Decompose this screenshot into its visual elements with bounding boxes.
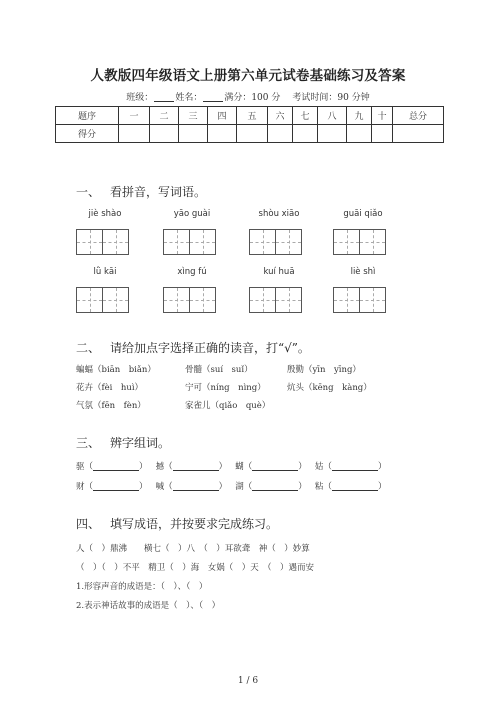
writing-grid[interactable] [333,229,385,255]
score-header-cell: 十 [372,107,393,125]
pinyin-label: liè shì [350,267,376,277]
pronunciation-item[interactable]: 气氛（fēn fèn） [76,401,146,411]
score-header-cell: 一 [119,107,150,125]
pinyin-label: yāo guài [173,209,211,219]
grid-cell[interactable] [333,287,360,313]
score-cell[interactable] [393,125,444,143]
score-cell[interactable] [347,125,372,143]
grid-cell[interactable] [76,287,103,313]
pinyin-label: shòu xiāo [258,209,300,219]
score-cell[interactable] [293,125,318,143]
answer-blank[interactable] [252,481,298,491]
paren: ） [139,462,148,472]
score-header-cell: 总分 [393,107,444,125]
paren: ） [218,482,228,492]
section-title: 填写成语，并按要求完成练习。 [110,517,279,531]
section-3-heading [76,434,170,451]
score-cell[interactable] [372,125,393,143]
char-prompt: 财（ [76,482,94,492]
writing-grid[interactable] [76,287,128,313]
score-header-cell: 八 [318,107,347,125]
paren: ） [218,462,228,472]
section-title: 请给加点字选择正确的读音，打“√”。 [110,341,310,355]
pinyin-label: guāi qiǎo [343,209,383,219]
paren: ） [298,482,307,492]
grid-cell[interactable] [359,229,386,255]
pinyin-label: lǜ kāi [93,267,117,277]
grid-cell[interactable] [359,287,386,313]
grid-cell[interactable] [189,229,216,255]
answer-blank[interactable] [332,481,378,491]
writing-grid[interactable] [333,287,385,313]
word-group-row [76,460,386,472]
idiom-line[interactable]: （ ）（ ）不平 精卫（ ）海 女娲（ ）天 （ ）遇而安 [76,563,315,573]
section-number: 一、 [76,185,101,199]
word-group-row [76,480,386,492]
score-header-cell: 三 [179,107,208,125]
pronunciation-item[interactable]: 宁可（níng nìng） [185,383,266,393]
pronunciation-item[interactable]: 蝙蝠（biān biǎn） [76,365,156,375]
section-2-heading [76,339,310,356]
section-title: 看拼音，写词语。 [110,185,207,199]
char-prompt: 蝴（ [235,462,253,472]
section-title: 辨字组词。 [110,436,171,450]
score-cell[interactable] [318,125,347,143]
page-number: 1 / 6 [237,676,259,686]
section-number: 三、 [76,436,101,450]
time-label: 考试时间：90 分钟 [292,93,370,103]
answer-blank[interactable] [93,481,139,491]
score-header-cell: 六 [268,107,293,125]
paren: ） [139,482,148,492]
score-header-cell: 二 [150,107,179,125]
writing-grid[interactable] [76,229,128,255]
section-number: 二、 [76,341,101,355]
grid-cell[interactable] [102,229,129,255]
section-1-heading [76,183,206,200]
name-blank[interactable] [203,92,223,102]
grid-cell[interactable] [76,229,103,255]
pinyin-label: xìng fú [177,267,207,277]
score-header-cell: 七 [293,107,318,125]
question-line[interactable]: 1.形容声音的成语是：（ ）、（ ） [76,582,208,592]
score-table-row [56,125,444,143]
pinyin-label: kuí huā [263,267,295,277]
score-table [55,106,444,143]
char-prompt: 喊（ [155,482,173,492]
name-label: 姓名： [175,93,203,103]
score-row-label: 得分 [56,125,119,143]
question-line[interactable]: 2.表示神话故事的成语是（ ）、（ ） [76,601,221,611]
writing-grid[interactable] [249,287,301,313]
answer-blank[interactable] [93,461,139,471]
grid-cell[interactable] [333,229,360,255]
answer-blank[interactable] [173,481,219,491]
char-prompt: 粘（ [314,482,332,492]
writing-grid[interactable] [163,287,215,313]
score-cell[interactable] [208,125,237,143]
paren: ） [377,462,387,472]
grid-cell[interactable] [249,287,276,313]
exam-info [0,90,496,103]
writing-grid[interactable] [249,229,301,255]
char-prompt: 撼（ [155,462,173,472]
answer-blank[interactable] [252,461,298,471]
idiom-line[interactable]: 人（ ）鼎沸 横七（ ）八 （ ）耳欲聋 神（ ）妙算 [76,544,310,554]
grid-cell[interactable] [275,229,302,255]
pronunciation-item[interactable]: 炕头（kēng kàng） [287,383,372,393]
paren: ） [377,482,387,492]
grid-cell[interactable] [249,229,276,255]
score-cell[interactable] [119,125,150,143]
paren: ） [298,462,307,472]
grid-cell[interactable] [163,287,190,313]
page-title: 人教版四年级语文上册第六单元试卷基础练习及答案 [90,68,406,84]
char-prompt: 姑（ [314,462,332,472]
score-label: 满分：100 分 [224,93,281,103]
score-header-cell: 九 [347,107,372,125]
grid-cell[interactable] [275,287,302,313]
grid-cell[interactable] [163,229,190,255]
char-prompt: 驱（ [76,462,94,472]
score-cell[interactable] [150,125,179,143]
score-header-cell: 五 [237,107,268,125]
pinyin-label: jiè shào [88,209,122,219]
pronunciation-item[interactable]: 骨髓（suí suǐ） [185,365,253,375]
score-header-cell: 题序 [56,107,119,125]
score-table-header-row [56,107,444,125]
score-cell[interactable] [268,125,293,143]
score-cell[interactable] [179,125,208,143]
answer-blank[interactable] [332,461,378,471]
pronunciation-item[interactable]: 家雀儿（qiǎo què） [185,401,271,411]
char-prompt: 湖（ [235,482,253,492]
score-header-cell: 四 [208,107,237,125]
grid-cell[interactable] [189,287,216,313]
grid-cell[interactable] [102,287,129,313]
score-cell[interactable] [237,125,268,143]
class-blank[interactable] [154,92,174,102]
section-4-heading [76,515,278,532]
writing-grid[interactable] [163,229,215,255]
answer-blank[interactable] [173,461,219,471]
section-number: 四、 [76,517,101,531]
class-label: 班级： [126,93,154,103]
pronunciation-item[interactable]: 殷勤（yīn yīng） [287,365,361,375]
pronunciation-item[interactable]: 花卉（fèi huì） [76,383,144,393]
